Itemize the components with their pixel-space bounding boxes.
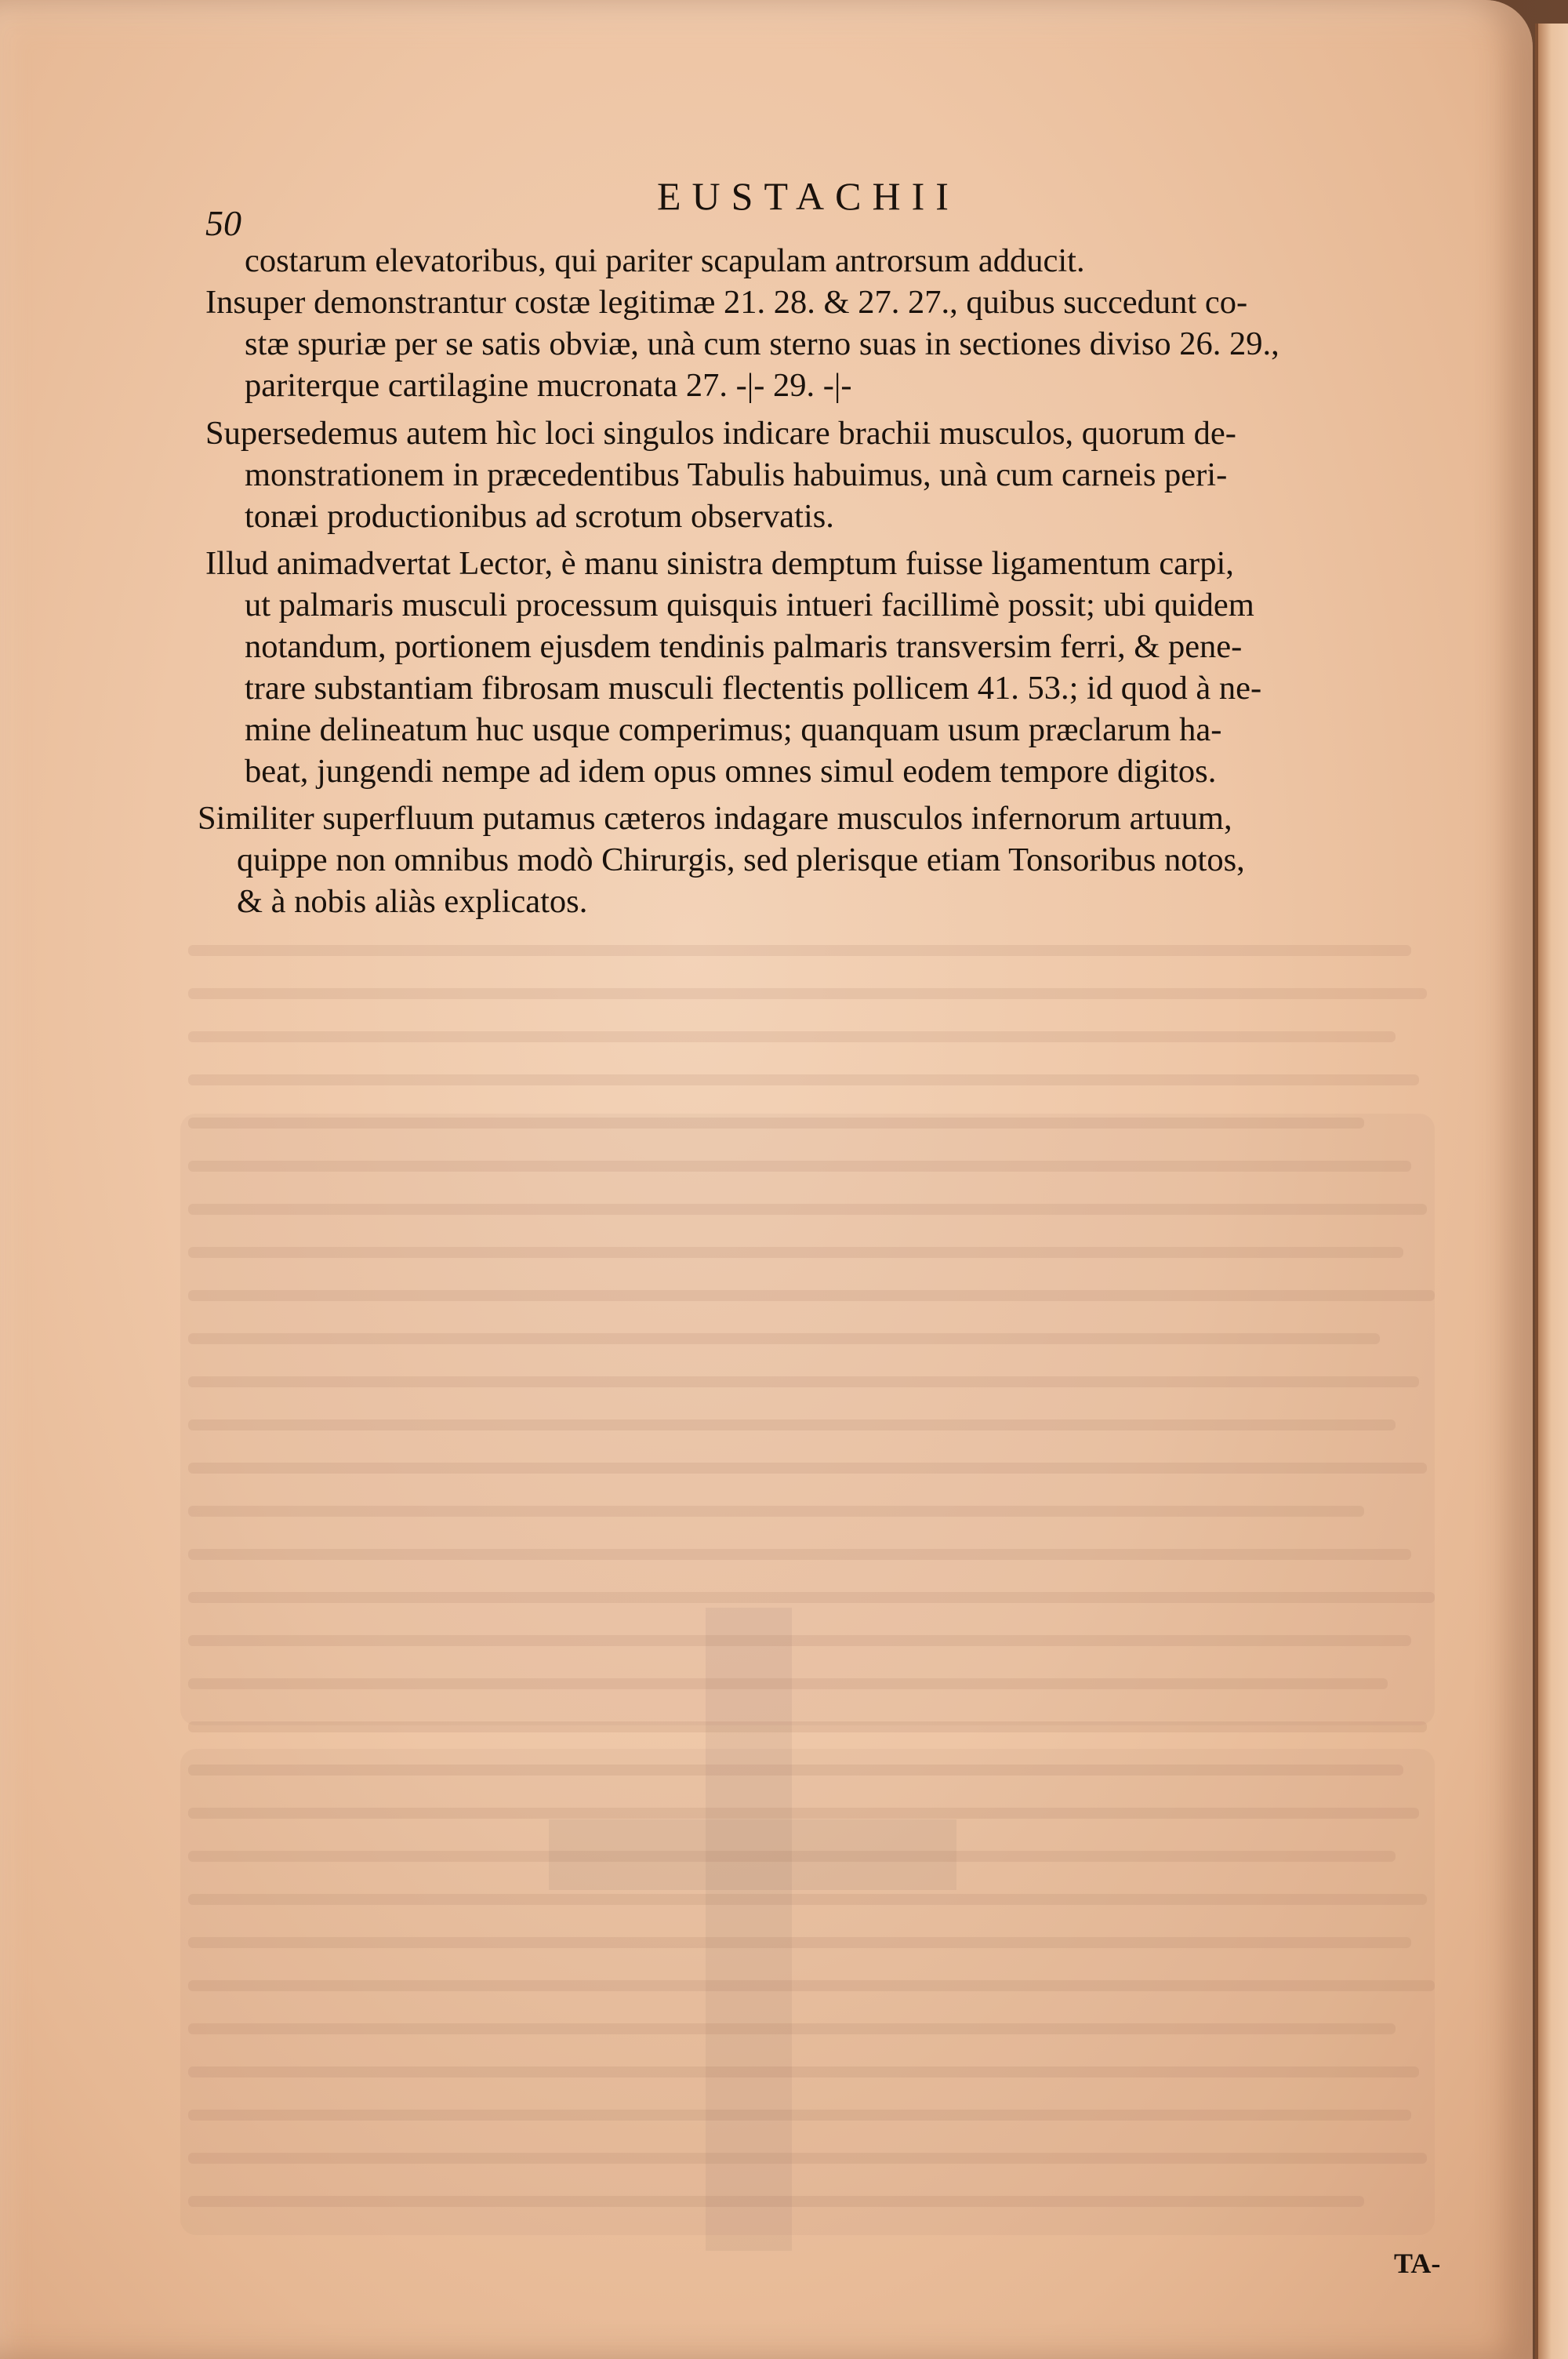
show-through-line [188, 1894, 1427, 1905]
text-line: notandum, portionem ejusdem tendinis palmaris transversim ferri, & pene- [245, 628, 1243, 665]
text-line: trare substantiam fibrosam musculi flectentis pollicem 41. 53.; id quod à ne- [245, 670, 1262, 707]
show-through-line [188, 1463, 1427, 1474]
show-through-line [188, 1074, 1419, 1085]
show-through-line [188, 1506, 1364, 1517]
show-through-line [188, 1721, 1427, 1732]
show-through-line [188, 2153, 1427, 2164]
text-line: pariterque cartilagine mucronata 27. -|- 29. -|- [245, 367, 852, 404]
show-through-line [188, 1031, 1396, 1042]
text-line: quippe non omnibus modò Chirurgis, sed plerisque etiam Tonsoribus notos, [237, 841, 1245, 878]
text-line: Insuper demonstrantur costæ legitimæ 21. 28. & 27. 27., quibus succedunt co- [205, 284, 1248, 321]
show-through-line [188, 945, 1411, 956]
show-through-line [188, 1549, 1411, 1560]
show-through-line [188, 1118, 1364, 1129]
text-line: beat, jungendi nempe ad idem opus omnes simul eodem tempore digitos. [245, 753, 1217, 790]
text-line: tonæi productionibus ad scrotum observatis. [245, 498, 834, 535]
show-through-line [188, 1161, 1411, 1172]
text-line: monstrationem in præcedentibus Tabulis habuimus, unà cum carneis peri- [245, 456, 1228, 493]
show-through-line [188, 1851, 1396, 1862]
show-through-line [188, 1333, 1380, 1344]
text-line: Supersedemus autem hìc loci singulos indicare brachii musculos, quorum de- [205, 415, 1236, 452]
show-through-line [188, 1592, 1435, 1603]
show-through-line [188, 2023, 1396, 2034]
catchword: TA- [1394, 2248, 1441, 2279]
show-through-line [188, 1376, 1419, 1387]
show-through-line [188, 2196, 1364, 2207]
text-line: Illud animadvertat Lector, è manu sinistra demptum fuisse ligamentum carpi, [205, 545, 1234, 582]
text-line: ut palmaris musculi processum quisquis intueri facillimè possit; ubi quidem [245, 587, 1254, 623]
show-through-line [188, 2110, 1411, 2121]
text-line: mine delineatum huc usque comperimus; quanquam usum præclarum ha- [245, 711, 1222, 748]
text-line: costarum elevatoribus, qui pariter scapulam antrorsum adducit. [245, 242, 1085, 279]
show-through-line [188, 1980, 1435, 1991]
show-through-line [188, 988, 1427, 999]
text-line: stæ spuriæ per se satis obviæ, unà cum sterno suas in sectiones diviso 26. 29., [245, 325, 1279, 362]
text-line: & à nobis aliàs explicatos. [237, 883, 588, 920]
text-line: Similiter superfluum putamus cæteros indagare musculos infernorum artuum, [198, 800, 1232, 837]
show-through-line [188, 1290, 1435, 1301]
running-head: EUSTACHII [657, 174, 960, 218]
page-number: 50 [205, 203, 241, 243]
show-through-line [188, 1247, 1403, 1258]
show-through-line [188, 1678, 1388, 1689]
show-through-line [188, 1419, 1396, 1430]
next-page-edge [1535, 24, 1568, 2359]
show-through-line [188, 2066, 1419, 2077]
show-through-line [188, 1765, 1403, 1776]
show-through-line [188, 1204, 1427, 1215]
show-through-line [188, 1808, 1419, 1819]
show-through-line [188, 1937, 1411, 1948]
show-through-line [188, 1635, 1411, 1646]
